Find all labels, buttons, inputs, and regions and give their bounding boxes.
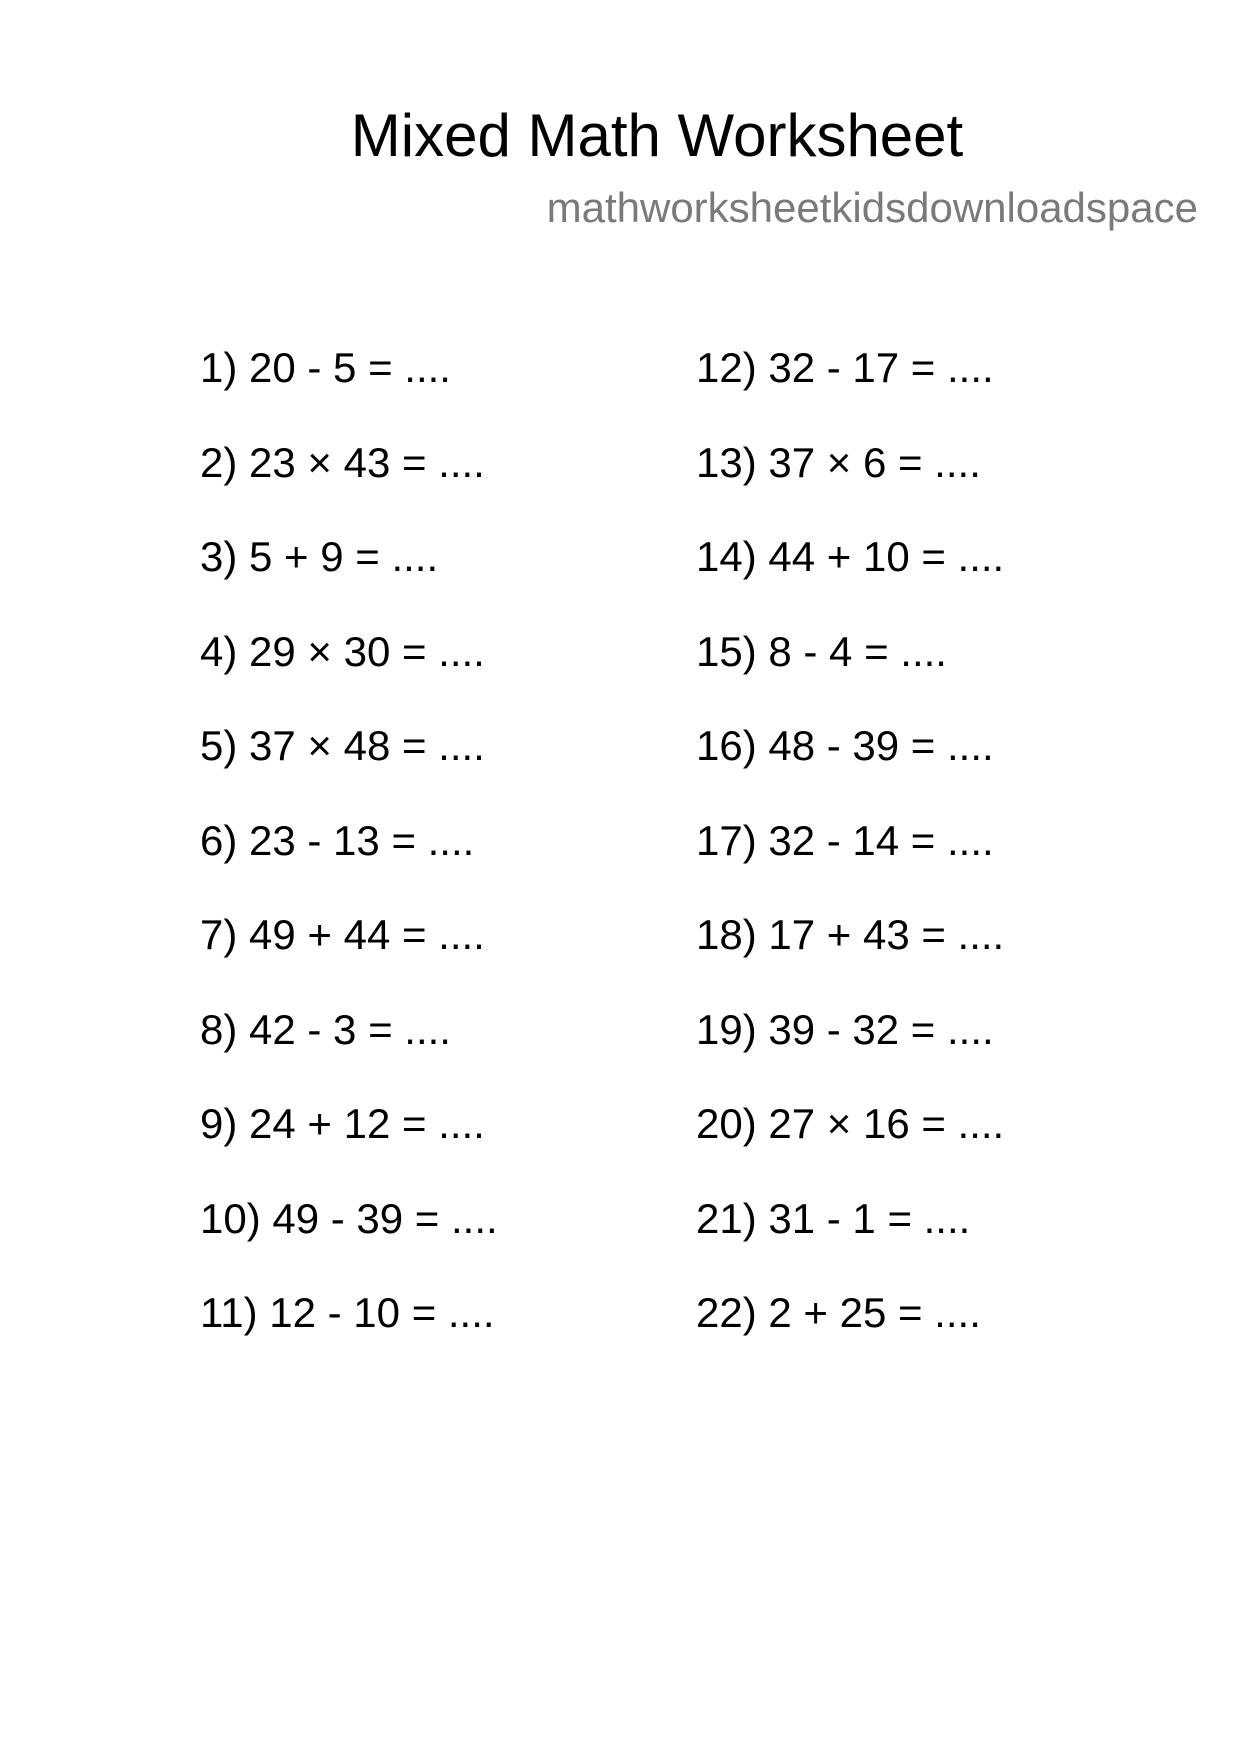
problem-number: 19 ) <box>696 1006 768 1053</box>
problem-number: 16 ) <box>696 722 768 769</box>
problem-number: 13 ) <box>696 439 768 486</box>
problem-item <box>200 1189 498 1284</box>
problem-item <box>696 905 1004 1000</box>
problem-item <box>200 905 498 1000</box>
problem-item <box>696 1283 1004 1378</box>
problem-expression: 23 - 13 = .... <box>249 816 475 864</box>
problem-number: 4 ) <box>200 628 249 675</box>
problem-item <box>200 338 498 433</box>
problem-item <box>696 1189 1004 1284</box>
problem-number: 22 ) <box>696 1289 768 1336</box>
problem-item <box>200 1094 498 1189</box>
problem-number: 5 ) <box>200 722 249 769</box>
problem-expression: 49 - 39 = .... <box>272 1194 498 1242</box>
problem-item <box>696 1094 1004 1189</box>
problem-number: 3 ) <box>200 533 249 580</box>
problem-item <box>696 433 1004 528</box>
problem-expression: 20 - 5 = .... <box>249 344 451 391</box>
problem-number: 21 ) <box>696 1195 768 1242</box>
problem-expression: 32 - 14 = .... <box>768 816 994 864</box>
problem-item <box>200 433 498 528</box>
problem-number: 12 ) <box>696 344 768 391</box>
problem-expression: 32 - 17 = .... <box>768 344 994 391</box>
problem-item <box>696 716 1004 811</box>
problem-expression: 24 + 12 = .... <box>249 1100 485 1147</box>
problem-expression: 44 + 10 = .... <box>768 533 1005 580</box>
problem-number: 15 ) <box>696 628 768 675</box>
problem-expression: 23 × 43 = .... <box>249 438 485 486</box>
source-watermark: mathworksheetkidsdownloadspace <box>546 184 1198 231</box>
problem-expression: 12 - 10 = .... <box>269 1289 495 1336</box>
problem-expression: 48 - 39 = .... <box>768 722 994 769</box>
problem-item <box>696 1000 1004 1095</box>
problem-item <box>200 622 498 717</box>
problem-item <box>200 811 498 906</box>
problem-number: 7 ) <box>200 911 249 958</box>
problem-expression: 37 × 48 = .... <box>249 722 485 769</box>
problem-expression: 2 + 25 = .... <box>768 1289 981 1336</box>
problem-number: 8 ) <box>200 1006 249 1053</box>
problem-item <box>696 811 1004 906</box>
problem-expression: 29 × 30 = .... <box>249 627 485 675</box>
problem-column-right <box>696 338 1004 1378</box>
problem-item <box>200 1283 498 1378</box>
problem-item <box>696 622 1004 717</box>
problem-number: 1 ) <box>200 344 249 391</box>
problem-expression: 5 + 9 = .... <box>249 533 439 580</box>
problem-item <box>200 1000 498 1095</box>
problem-number: 18 ) <box>696 911 768 958</box>
problem-number: 6 ) <box>200 817 249 864</box>
problem-number: 10 ) <box>200 1195 272 1242</box>
problem-item <box>200 716 498 811</box>
problem-number: 17 ) <box>696 817 768 864</box>
problem-expression: 39 - 32 = .... <box>768 1005 994 1053</box>
problem-item <box>696 338 1004 433</box>
problem-column-left <box>200 338 498 1378</box>
problem-number: 20 ) <box>696 1100 768 1147</box>
problem-expression: 37 × 6 = .... <box>768 438 981 486</box>
problem-item <box>200 527 498 622</box>
problem-item <box>696 527 1004 622</box>
problem-expression: 17 + 43 = .... <box>768 911 1005 958</box>
problem-expression: 8 - 4 = .... <box>768 627 947 675</box>
problem-number: 11 ) <box>200 1289 269 1336</box>
problem-number: 2 ) <box>200 439 249 486</box>
page-title: Mixed Math Worksheet <box>350 102 964 169</box>
problem-expression: 31 - 1 = .... <box>768 1194 971 1242</box>
problem-number: 14 ) <box>696 533 768 580</box>
problem-expression: 49 + 44 = .... <box>249 911 485 958</box>
problem-expression: 27 × 16 = .... <box>768 1100 1005 1147</box>
problem-number: 9 ) <box>200 1100 249 1147</box>
problem-expression: 42 - 3 = .... <box>249 1005 451 1053</box>
